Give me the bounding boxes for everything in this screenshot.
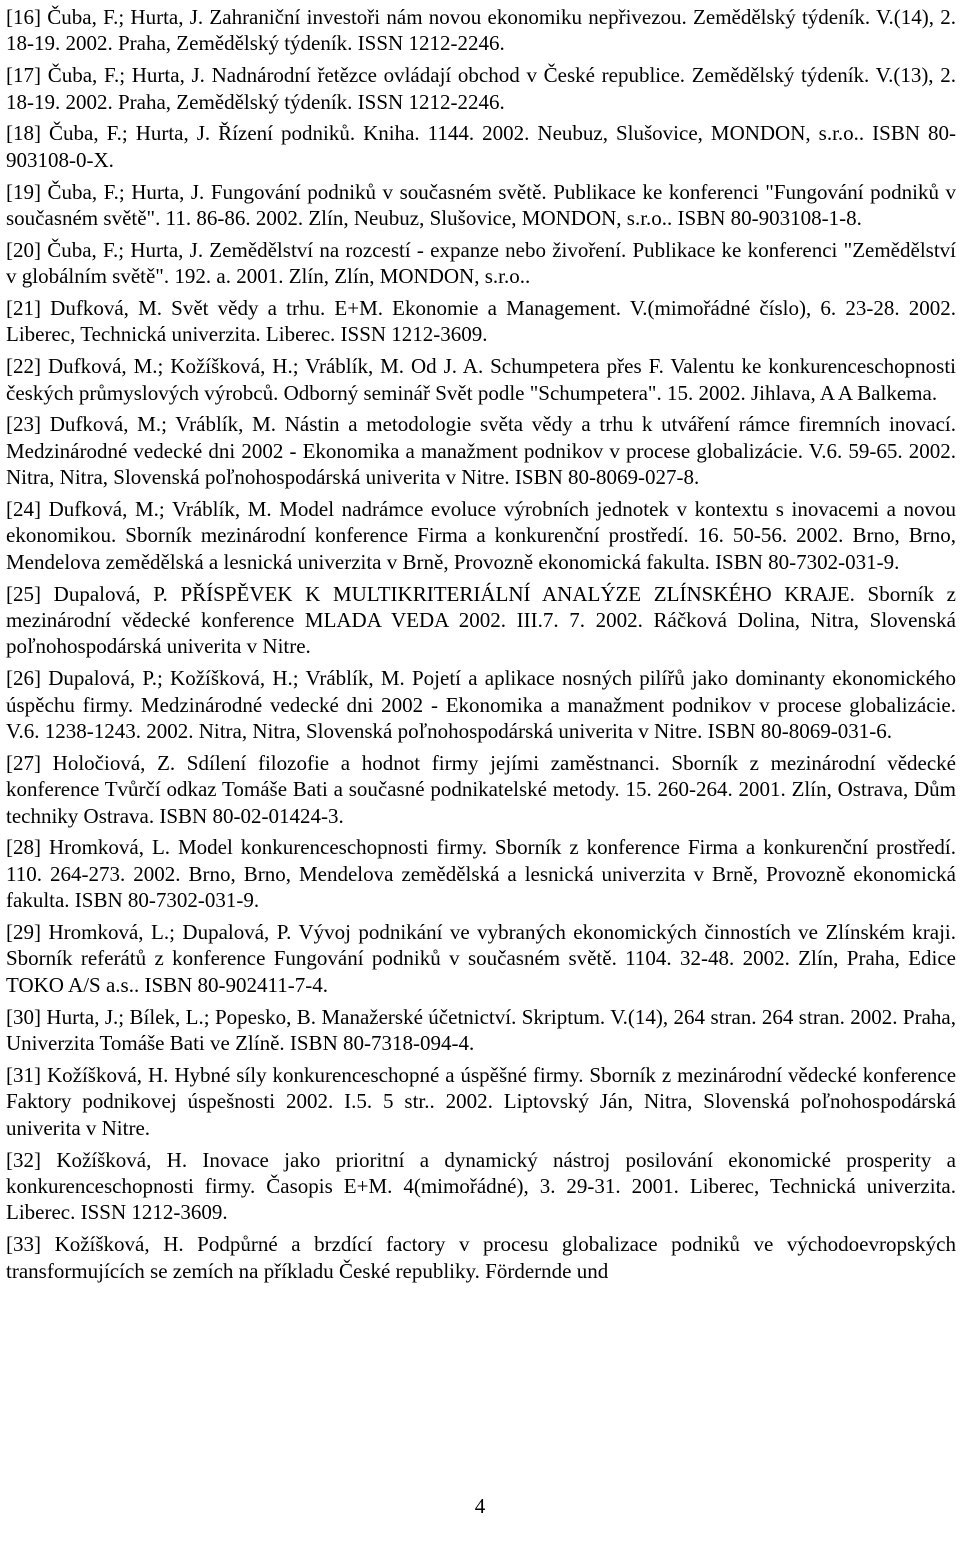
reference-number: [18] (6, 121, 41, 146)
reference-entry (6, 353, 956, 406)
reference-text: Dufková, M.; Vráblík, M. Model nadrámce evoluce výrobních jednotek v kontextu s inovacemi a novou ekonomikou. Sborník mezinárodní konference Firma a konkurenční prostředí. 16. 50-56. 2002. Brno, Brno, Mendelova zemědělská a lesnická univerzita v Brně, Provozně ekonomická fakulta. ISBN 80-7302-031-9. (6, 497, 957, 574)
reference-text: Dufková, M.; Kožíšková, H.; Vráblík, M. Od J. A. Schumpetera přes F. Valentu ke konkurenceschopnosti českých průmyslových výrobců. Odborný seminář Svět podle "Schumpetera". 15. 2002. Jihlava, A A Balkema. (6, 354, 956, 405)
reference-number: [21] (6, 296, 41, 321)
reference-text: Holočiová, Z. Sdílení filozofie a hodnot firmy jejími zaměstnanci. Sborník z mezinárodní vědecké konference Tvůrčí odkaz Tomáše Bati a současné podnikatelské metody. 15. 260-264. 2001. Zlín, Ostrava, Dům techniky Ostrava. ISBN 80-02-01424-3. (6, 750, 957, 828)
reference-text: Čuba, F.; Hurta, J. Fungování podniků v současném světě. Publikace ke konferenci "Fungování podniků v současném světě". 11. 86-86. 2002. Zlín, Neubuz, Slušovice, MONDON, s.r.o.. ISBN 80-903108-1-8. (6, 179, 957, 231)
reference-text: Dupalová, P.; Kožíšková, H.; Vráblík, M. Pojetí a aplikace nosných pilířů jako dominanty ekonomického úspěchu firmy. Medzinárodné vedecké dni 2002 - Ekonomika a manažment podnikov v procese globalizácie. V.6. 1238-1243. 2002. Nitra, Nitra, Slovenská poľnohospodárská univerita v Nitre. ISBN 80-8069-031-6. (6, 666, 957, 744)
reference-number: [31] (6, 1062, 41, 1087)
reference-text: Čuba, F.; Hurta, J. Nadnárodní řetězce ovládají obchod v České republice. Zemědělský týdeník. V.(13), 2. 18-19. 2002. Praha, Zemědělský týdeník. ISSN 1212-2246. (6, 63, 957, 114)
reference-text: Dufková, M.; Vráblík, M. Nástin a metodologie světa vědy a trhu k utváření rámce firemních inovací. Medzinárodné vedecké dni 2002 - Ekonomika a manažment podnikov v procese globalizácie. V.6. 59-65. 2002. Nitra, Nitra, Slovenská poľnohospodárská univerita v Nitre. ISBN 80-8069-027-8. (6, 412, 957, 490)
reference-number: [16] (6, 5, 41, 29)
reference-text: Kožíšková, H. Inovace jako prioritní a dynamický nástroj posilování ekonomické prosperity a konkurenceschopnosti firmy. Časopis E+M. 4(mimořádné), 3. 29-31. 2001. Liberec, Technická univerzita. Liberec. ISSN 1212-3609. (6, 1147, 956, 1225)
reference-number: [29] (6, 920, 41, 945)
reference-number: [17] (6, 63, 41, 88)
reference-number: [27] (6, 750, 41, 775)
reference-entry (6, 62, 956, 115)
reference-number: [24] (6, 497, 41, 522)
reference-text: Kožíšková, H. Hybné síly konkurenceschopné a úspěšné firmy. Sborník z mezinárodní vědecké konference Faktory podnikovej úspešnosti 2002. I.5. 5 str.. 2002. Liptovský Ján, Nitra, Slovenská poľnohospodárská univerita v Nitre. (6, 1062, 957, 1140)
reference-number: [22] (6, 354, 41, 379)
reference-entry (6, 1062, 956, 1141)
reference-text: Kožíšková, H. Podpůrné a brzdící factory v procesu globalizace podniků ve východoevropských transformujících se zemích na příkladu České republiky. Fördernde und (6, 1232, 956, 1283)
reference-number: [25] (6, 581, 41, 606)
reference-entry (6, 919, 956, 998)
reference-entry (6, 1231, 956, 1284)
reference-entry (6, 834, 956, 913)
reference-text: Čuba, F.; Hurta, J. Řízení podniků. Kniha. 1144. 2002. Neubuz, Slušovice, MONDON, s.r.o.. ISBN 80-903108-0-X. (6, 121, 957, 172)
reference-text: Hromková, L.; Dupalová, P. Vývoj podnikání ve vybraných ekonomických činnostích ve Zlínském kraji. Sborník referátů z konference Fungování podniků v současném světě. 1104. 32-48. 2002. Zlín, Praha, Edice TOKO A/S a.s.. ISBN 80-902411-7-4. (6, 920, 957, 997)
page-number: 4 (474, 1494, 486, 1518)
reference-number: [20] (6, 237, 41, 262)
reference-entry (6, 665, 956, 744)
reference-entry (6, 496, 956, 575)
reference-number: [33] (6, 1232, 41, 1257)
reference-number: [28] (6, 835, 41, 860)
reference-entry (6, 120, 956, 173)
reference-number: [23] (6, 412, 41, 437)
reference-text: Čuba, F.; Hurta, J. Zemědělství na rozcestí - expanze nebo živoření. Publikace ke konferenci "Zemědělství v globálním světě". 192. a. 2001. Zlín, Zlín, MONDON, s.r.o.. (6, 237, 956, 289)
document-page (6, 4, 956, 1289)
reference-text: Dufková, M. Svět vědy a trhu. E+M. Ekonomie a Management. V.(mimořádné číslo), 6. 23-28. 2002. Liberec, Technická univerzita. Liberec. ISSN 1212-3609. (6, 296, 956, 347)
reference-entry (6, 581, 956, 660)
reference-entry (6, 411, 956, 490)
reference-number: [32] (6, 1147, 41, 1172)
reference-text: Čuba, F.; Hurta, J. Zahraniční investoři nám novou ekonomiku nepřivezou. Zemědělský týdeník. V.(14), 2. 18-19. 2002. Praha, Zemědělský týdeník. ISSN 1212-2246. (6, 5, 957, 56)
reference-number: [30] (6, 1004, 41, 1029)
reference-entry (6, 750, 956, 829)
reference-entry (6, 179, 956, 232)
reference-list (6, 4, 956, 1284)
reference-number: [26] (6, 666, 41, 691)
reference-entry (6, 4, 956, 57)
reference-number: [19] (6, 179, 41, 204)
reference-entry (6, 1004, 956, 1057)
reference-text: Hromková, L. Model konkurenceschopnosti firmy. Sborník z konference Firma a konkurenční prostředí. 110. 264-273. 2002. Brno, Brno, Mendelova zemědělská a lesnická univerzita v Brně, Provozně ekonomická fakulta. ISBN 80-7302-031-9. (6, 835, 956, 913)
reference-entry (6, 1147, 956, 1226)
reference-entry (6, 237, 956, 290)
reference-text: Dupalová, P. PŘÍSPĚVEK K MULTIKRITERIÁLNÍ ANALÝZE ZLÍNSKÉHO KRAJE. Sborník z mezinárodní vědecké konference MLADA VEDA 2002. III.7. 7. 2002. Ráčková Dolina, Nitra, Slovenská poľnohospodárská univerita v Nitre. (6, 581, 956, 659)
reference-text: Hurta, J.; Bílek, L.; Popesko, B. Manažerské účetnictví. Skriptum. V.(14), 264 stran. 264 stran. 2002. Praha, Univerzita Tomáše Bati ve Zlíně. ISBN 80-7318-094-4. (6, 1004, 956, 1056)
reference-entry (6, 295, 956, 348)
